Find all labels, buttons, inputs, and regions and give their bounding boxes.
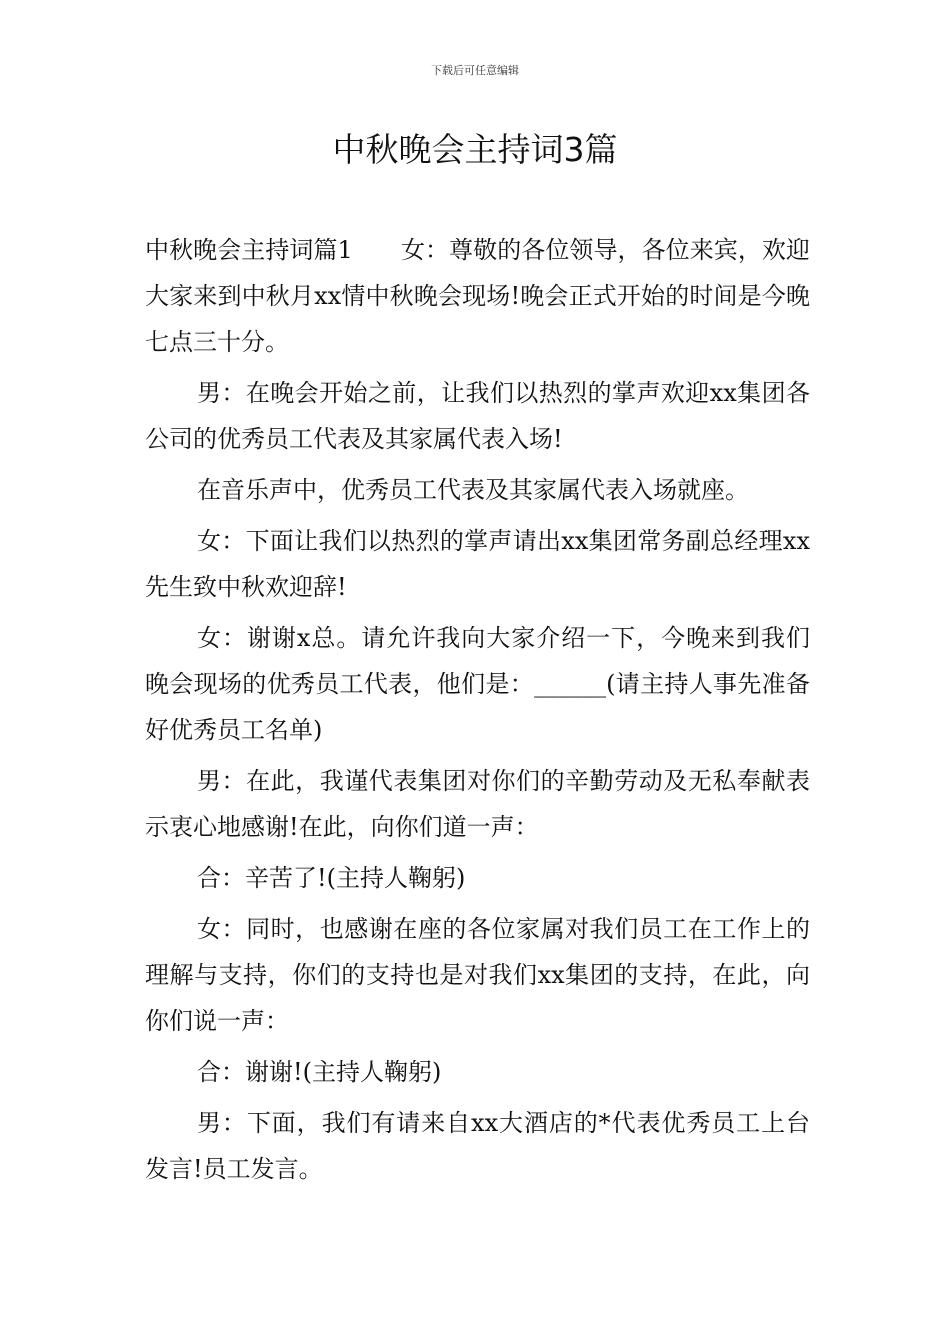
paragraph: 男：下面，我们有请来自xx大酒店的*代表优秀员工上台发言!员工发言。 <box>145 1109 810 1183</box>
document-title: 中秋晚会主持词3篇 <box>332 130 618 169</box>
paragraph: 男：在晚会开始之前，让我们以热烈的掌声欢迎xx集团各公司的优秀员工代表及其家属代表入场! <box>145 379 810 453</box>
paragraph: 男：在此，我谨代表集团对你们的辛勤劳动及无私奉献表示衷心地感谢!在此，向你们道一声： <box>145 767 810 841</box>
document-body <box>145 227 810 1197</box>
paragraph: 女：下面让我们以热烈的掌声请出xx集团常务副总经理xx先生致中秋欢迎辞! <box>145 527 810 601</box>
paragraph: 合：辛苦了!(主持人鞠躬) <box>197 864 466 892</box>
paragraph: 在音乐声中，优秀员工代表及其家属代表入场就座。 <box>197 476 749 504</box>
paragraph: 合：谢谢!(主持人鞠躬) <box>197 1058 442 1086</box>
paragraph: 女：谢谢x总。请允许我向大家介绍一下，今晚来到我们晚会现场的优秀员工代表，他们是：______(请主持人事先准备好优秀员工名单) <box>145 624 810 744</box>
paragraph: 女：同时，也感谢在座的各位家属对我们员工在工作上的理解与支持，你们的支持也是对我们xx集团的支持，在此，向你们说一声： <box>145 915 810 1035</box>
paragraph: 中秋晚会主持词篇1 女：尊敬的各位领导，各位来宾，欢迎大家来到中秋月xx情中秋晚会现场!晚会正式开始的时间是今晚七点三十分。 <box>145 236 810 356</box>
page-header-note: 下载后可任意编辑 <box>431 64 519 77</box>
